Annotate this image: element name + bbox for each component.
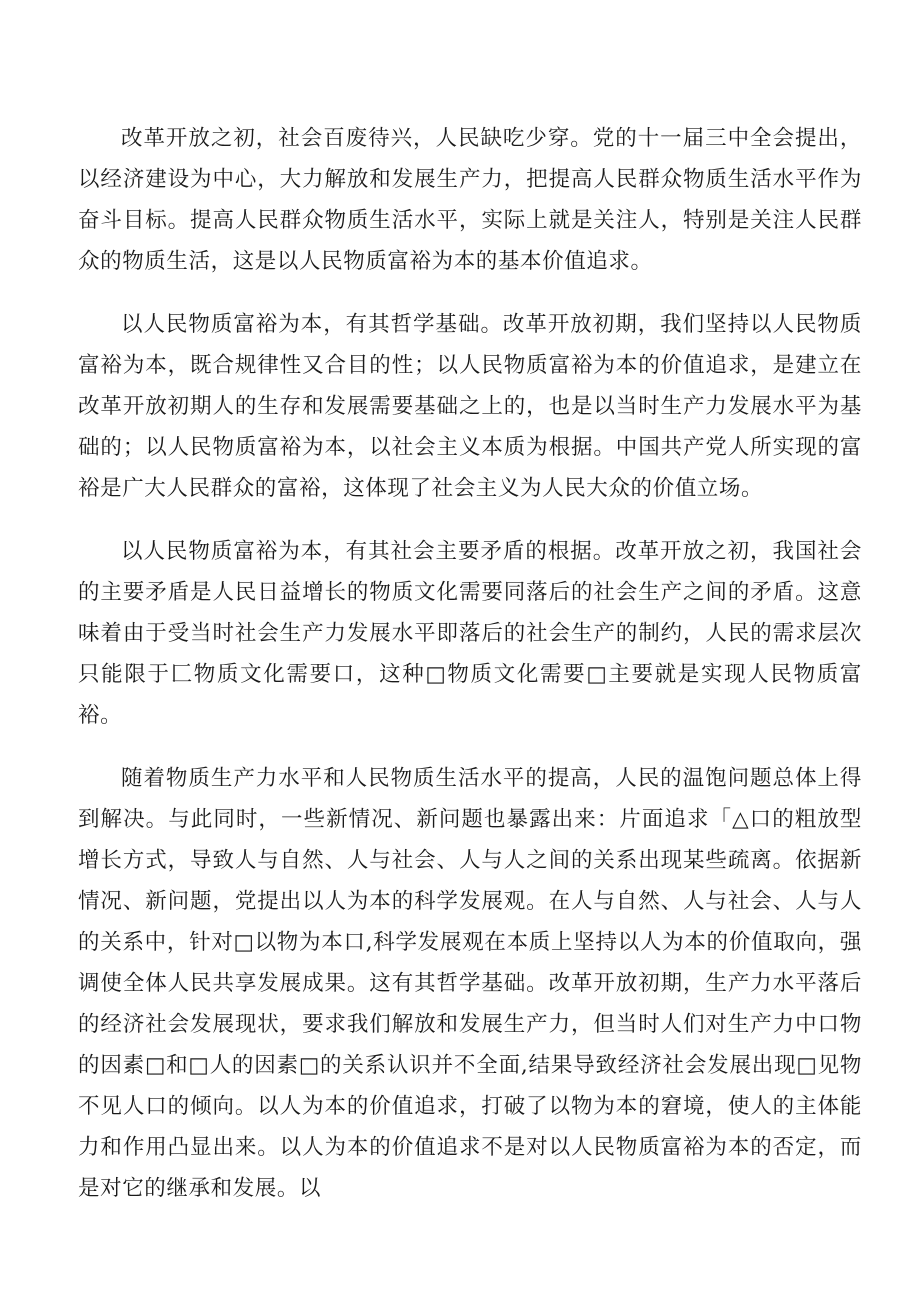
paragraph-3: 以人民物质富裕为本，有其社会主要矛盾的根据。改革开放之初，我国社会的主要矛盾是人民日益增长的物质文化需要同落后的社会生产之间的矛盾。这意味着由于受当时社会生产力发展水平即落后的社会生产的制约，人民的需求层次只能限于匚物质文化需要口，这种□物质文化需要□主要就是实现人民物质富裕。 xyxy=(78,539,862,728)
document-body xyxy=(78,118,862,1231)
paragraph-4: 随着物质生产力水平和人民物质生活水平的提高，人民的温饱问题总体上得到解决。与此同时，一些新情况、新问题也暴露出来：片面追求「△口的粗放型增长方式，导致人与自然、人与社会、人与人之间的关系出现某些疏离。依据新情况、新问题，党提出以人为本的科学发展观。在人与自然、人与社会、人与人的关系中，针对□以物为本口,科学发展观在本质上坚持以人为本的价值取向，强调使全体人民共享发展成果。这有其哲学基础。改革开放初期，生产力水平落后的经济社会发展现状，要求我们解放和发展生产力，但当时人们对生产力中口物的因素□和□人的因素□的关系认识并不全面,结果导致经济社会发展出现□见物不见人口的倾向。以人为本的价值追求，打破了以物为本的窘境，使人的主体能力和作用凸显出来。以人为本的价值追求不是对以人民物质富裕为本的否定，而是对它的继承和发展。以 xyxy=(78,766,862,1201)
paragraph-1: 改革开放之初，社会百废待兴，人民缺吃少穿。党的十一届三中全会提出，以经济建设为中心，大力解放和发展生产力，把提高人民群众物质生活水平作为奋斗目标。提高人民群众物质生活水平，实际上就是关注人，特别是关注人民群众的物质生活，这是以人民物质富裕为本的基本价值追求。 xyxy=(78,126,862,274)
paragraph-2: 以人民物质富裕为本，有其哲学基础。改革开放初期，我们坚持以人民物质富裕为本，既合规律性又合目的性；以人民物质富裕为本的价值追求，是建立在改革开放初期人的生存和发展需要基础之上的，也是以当时生产力发展水平为基础的；以人民物质富裕为本，以社会主义本质为根据。中国共产党人所实现的富裕是广大人民群众的富裕，这体现了社会主义为人民大众的价值立场。 xyxy=(78,312,862,501)
